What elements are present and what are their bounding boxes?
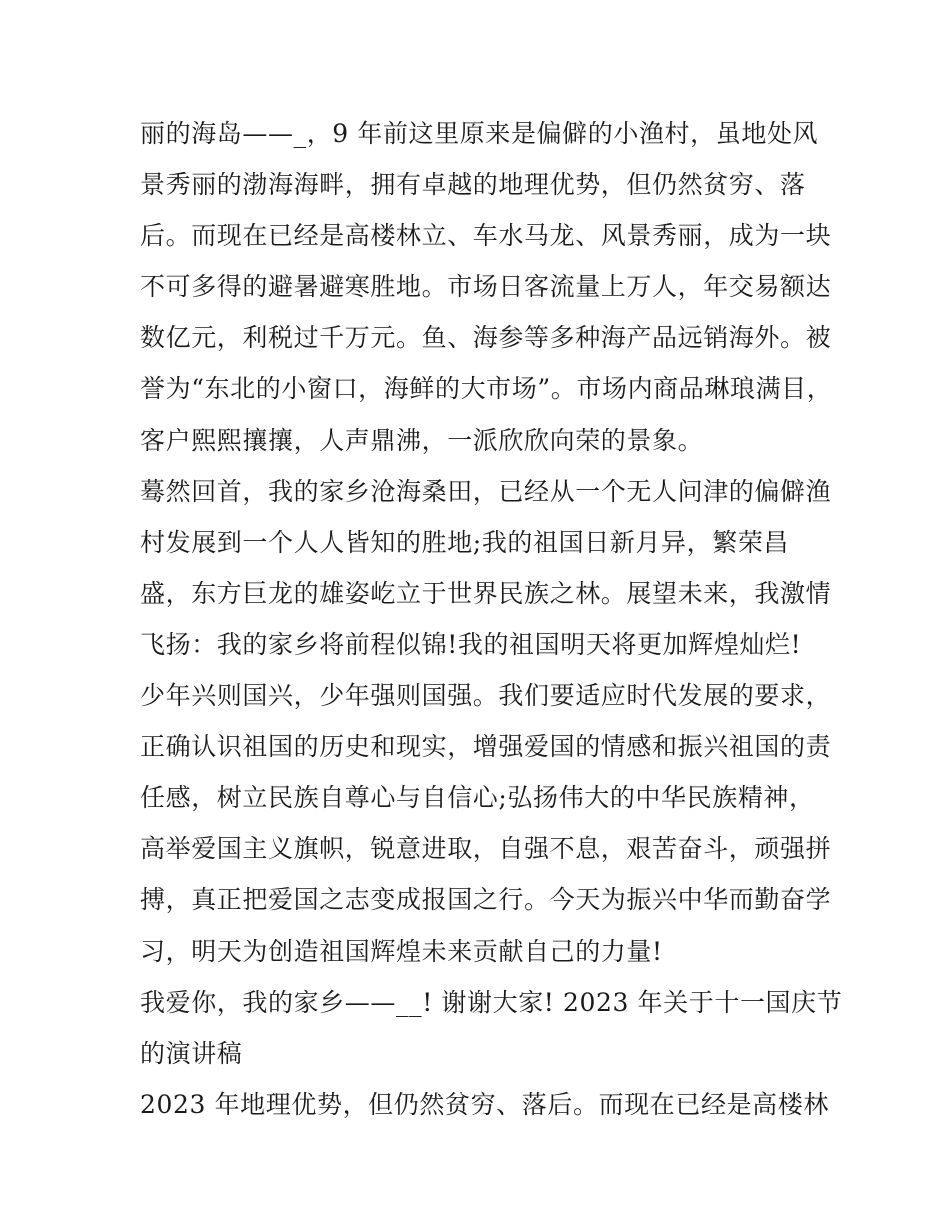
text-line: 盛，东方巨龙的雄姿屹立于世界民族之林。展望未来，我激情: [140, 578, 832, 608]
text-line: 搏，真正把爱国之志变成报国之行。今天为振兴中华而勤奋学: [140, 885, 832, 915]
paragraph-hometown-description: [140, 108, 833, 466]
text-line: 飞扬：我的家乡将前程似锦!我的祖国明天将更加辉煌灿烂!: [140, 629, 802, 659]
text-line: 不可多得的避暑避寒胜地。市场日客流量上万人，年交易额达: [140, 272, 832, 302]
text-line: 数亿元，利税过千万元。鱼、海参等多种海产品远销海外。被: [140, 323, 832, 353]
paragraph-looking-back: [140, 466, 830, 670]
paragraph-closing: [140, 977, 843, 1079]
text-line: 后。而现在已经是高楼林立、车水马龙、风景秀丽，成为一块: [140, 221, 832, 251]
document-body: [140, 108, 843, 1130]
text-line: 少年兴则国兴，少年强则国强。我们要适应时代发展的要求，: [140, 681, 832, 711]
text-line: 高举爱国主义旗帜，锐意进取，自强不息，艰苦奋斗，顽强拼: [140, 834, 832, 864]
text-line: 客户熙熙攘攘，人声鼎沸，一派欣欣向荣的景象。: [140, 425, 704, 455]
paragraph-next-article: [140, 1079, 830, 1130]
text-line: 景秀丽的渤海海畔，拥有卓越的地理优势，但仍然贫穷、落: [140, 170, 806, 200]
text-line: 丽的海岛——_，9 年前这里原来是偏僻的小渔村，虽地处风: [140, 119, 819, 148]
text-line: 正确认识祖国的历史和现实，增强爱国的情感和振兴祖国的责: [140, 732, 832, 762]
paragraph-youth-strength: [140, 670, 830, 977]
text-line: 任感，树立民族自尊心与自信心;弘扬伟大的中华民族精神，: [140, 783, 815, 813]
text-line: 誉为“东北的小窗口，海鲜的大市场”。市场内商品琳琅满目，: [140, 374, 833, 404]
text-line: 村发展到一个人人皆知的胜地;我的祖国日新月异，繁荣昌: [140, 527, 790, 557]
text-line: 蓦然回首，我的家乡沧海桑田，已经从一个无人问津的偏僻渔: [140, 476, 832, 506]
text-line: 的演讲稿: [140, 1038, 243, 1068]
text-line: 习，明天为创造祖国辉煌未来贡献自己的力量!: [140, 936, 663, 966]
text-line: 2023 年地理优势，但仍然贫穷、落后。而现在已经是高楼林: [140, 1089, 829, 1119]
text-line: 我爱你，我的家乡——__! 谢谢大家! 2023 年关于十一国庆节: [140, 987, 843, 1017]
